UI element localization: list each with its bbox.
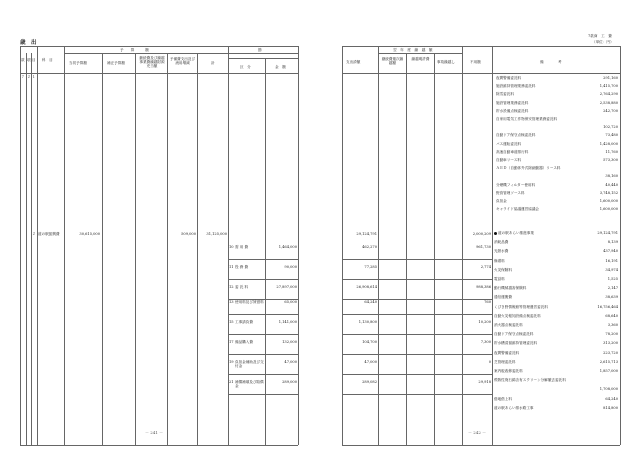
section-title: 歳 出 [20, 40, 37, 46]
note-text [494, 295, 512, 299]
note-label: 飛散性廃石綿含有スクリーン分解撤去委託料 [494, 378, 566, 383]
note-amount: 2,764,290 [599, 92, 618, 97]
right-row-line [342, 279, 492, 280]
note-amount: 16,756,464 [597, 304, 618, 309]
shishutsu-value: 26,908,614 [356, 285, 377, 289]
note-text [494, 240, 508, 244]
note-text [494, 397, 512, 401]
item-yobi: 509,000 [181, 232, 196, 236]
note-amount: 437,940 [603, 249, 618, 254]
header-tousho: 当初予算額 [69, 61, 87, 65]
right-row-line [342, 374, 492, 375]
note-amount: 34,974 [605, 267, 618, 272]
fuyou-value: 0 [488, 360, 491, 364]
shishutsu-value: 77,285 [364, 265, 377, 269]
setsu-name: 役 務 費 [235, 265, 249, 269]
setsu-amount: 1,141,000 [278, 320, 297, 324]
fuyou-value: 29,918 [478, 380, 491, 384]
note-label: 光熱水費 [494, 249, 509, 254]
note-label: 動行機械損害保険料 [494, 286, 527, 291]
setsu-amount: 47,000 [284, 360, 297, 364]
setsu-row-line [228, 279, 298, 280]
note-text: 夜間警備委託料 [496, 76, 522, 80]
setsu-no: 21 [229, 380, 234, 384]
note-label: くびき野情報館等管理運営委託料 [494, 304, 548, 309]
right-row-line [342, 354, 492, 355]
setsu-name: 工事請負費 [235, 320, 253, 324]
note-text [494, 231, 534, 235]
note-amount: 68,640 [605, 313, 618, 318]
note-amount: 3,360 [607, 323, 618, 327]
setsu-amount: 289,000 [282, 380, 297, 384]
note-text: 分煙機フィルター使用料 [496, 182, 536, 187]
note-text [494, 268, 512, 272]
note-label: 貯水槽清掃維持管理委託料 [494, 341, 538, 346]
header-fuyou: 不用額 [470, 60, 481, 64]
note-amount: 291,160 [603, 76, 618, 80]
fuyou-value: 961,730 [476, 245, 491, 249]
setsu-no: 15 [229, 320, 234, 324]
fuyou-value: 2,774 [480, 265, 491, 269]
note-amount: 242,700 [603, 108, 618, 113]
note-amount: 1,428,000 [599, 141, 618, 146]
note-text: 自家用電気工作物保安管理業務委託料 [496, 117, 558, 121]
fuyou-value: 2,000,209 [472, 232, 491, 236]
note-amount: 73,480 [605, 133, 618, 138]
shishutsu-value: 47,000 [364, 360, 377, 364]
note-amount: 11,760 [605, 149, 618, 154]
setsu-name: 使用料及び賃借料 [235, 300, 264, 304]
note-amount: 223,720 [603, 350, 618, 355]
fuyou-value: 7,300 [480, 340, 491, 344]
header-yokunendo: 翌 年 度 繰 越 額 [393, 48, 433, 52]
fuyou-value: 10,200 [478, 320, 491, 324]
note-text [494, 323, 523, 327]
note-amount: 3,748,152 [599, 190, 618, 195]
note-text: 除雪委託料 [496, 92, 514, 97]
note-amount: 78,200 [605, 332, 618, 337]
note-label: 消火器点検委託料 [494, 323, 523, 327]
fuyou-value: 988,386 [476, 285, 491, 289]
note-text [494, 369, 523, 373]
note-label: 自動火災報知設備点検委託料 [494, 313, 541, 318]
note-text [494, 360, 516, 364]
note-text: 高速自動車道排行料 [496, 149, 529, 154]
setsu-row-line [228, 394, 298, 395]
right-page-number: － 242 － [468, 430, 487, 435]
shishutsu-value: 29,124,791 [356, 232, 377, 236]
note-amount: 1,708,000 [599, 387, 618, 392]
note-text: 負担金 [496, 199, 507, 203]
setsu-no: 17 [229, 340, 234, 344]
note-amount: 38,160 [605, 174, 618, 179]
header-top-right: 7款商 工 費 [588, 34, 612, 38]
setsu-amount: 1,464,000 [278, 245, 297, 249]
note-text [494, 314, 541, 318]
note-label: 案内板改修委託料 [494, 369, 523, 373]
note-amount: 29,124,791 [597, 231, 618, 235]
header-jiko: 事故繰越し [437, 60, 455, 64]
setsu-name: 備品購入費 [235, 340, 253, 344]
note-text: 野鳥管理ソース料 [496, 190, 525, 195]
setsu-row-line [228, 354, 298, 355]
setsu-no: 12 [229, 285, 234, 289]
note-text [494, 286, 526, 290]
note-label: 借地借上料 [494, 396, 512, 401]
header-keizoku: 継続費逓次繰越額 [381, 57, 404, 65]
setsu-amount: 27,897,000 [276, 285, 297, 289]
note-text: 自動ドア保守点検委託料 [496, 133, 536, 138]
note-text [494, 378, 566, 382]
setsu-amount: 65,000 [284, 300, 297, 304]
note-text: 施設管理業務委託料 [496, 100, 529, 105]
note-amount: 2,147 [607, 286, 618, 291]
note-text [494, 351, 519, 355]
note-text: バス運転委託料 [496, 141, 522, 146]
col-moku: 目 [32, 58, 36, 62]
item-tousho: 30,615,000 [79, 232, 100, 236]
shishutsu-value: 1,130,800 [358, 320, 377, 324]
header-yobihi: 予備費支出及び流用増減 [169, 57, 196, 65]
fuyou-value: 760 [484, 300, 491, 304]
setsu-row-line [228, 374, 298, 375]
right-row-line [342, 334, 492, 335]
note-amount: 8,139 [607, 240, 618, 245]
note-label: 火災保険料 [494, 267, 512, 272]
note-amount: 2,615,713 [599, 359, 618, 364]
bullet-icon [494, 232, 497, 235]
header-shishutsu: 支出済額 [346, 60, 361, 64]
note-amount: 2,538,880 [599, 100, 618, 105]
setsu-no: 13 [229, 300, 234, 304]
right-row-line [342, 394, 492, 395]
code-kan: ７ [21, 75, 25, 79]
note-label: 道の駅あらい排水路工事 [494, 405, 534, 410]
note-amount: 40,440 [605, 182, 618, 187]
note-amount: 102,720 [603, 125, 618, 130]
note-amount: 16,191 [605, 258, 618, 263]
group-setsu: 節 [258, 48, 262, 52]
setsu-name: 委 託 料 [235, 285, 249, 289]
note-amount: 1,600,000 [599, 199, 618, 203]
note-amount: 38,639 [605, 295, 618, 300]
setsu-name: 負担金補助及び交付金 [235, 360, 264, 368]
left-page-number: － 241 － [145, 430, 164, 435]
setsu-name: 補償補填及び賠償金 [235, 380, 264, 388]
right-row-line [342, 314, 492, 315]
note-label: 自動ドア保守点検委託料 [494, 332, 534, 337]
item-total: 31,125,000 [206, 232, 227, 236]
setsu-row-line [228, 314, 298, 315]
setsu-no: 11 [229, 265, 234, 269]
note-text: 施設維持管理業務委託料 [496, 84, 536, 89]
note-text [494, 341, 537, 345]
shishutsu-value: 104,700 [362, 340, 377, 344]
note-amount: 1,415,700 [599, 84, 618, 89]
group-yosan: 予 算 額 [120, 48, 149, 52]
shishutsu-value: 64,240 [364, 300, 377, 304]
note-text [494, 259, 505, 263]
note-label: 道の駅あらい推進事業 [498, 231, 534, 235]
note-amount: 1,525 [607, 277, 618, 281]
setsu-row-line [228, 259, 298, 260]
note-label: 通信運搬費 [494, 295, 512, 300]
note-text: キャライド協議運営協議会 [496, 207, 540, 212]
note-label: 芝管理委託料 [494, 359, 516, 364]
setsu-amount: 90,000 [284, 265, 297, 269]
code-kou: ２ [27, 75, 31, 79]
note-amount: 573,300 [603, 158, 618, 162]
note-label: 電話料 [494, 277, 505, 281]
note-amount: 1,600,000 [599, 207, 618, 212]
header-hosei: 補正予算額 [107, 61, 125, 65]
note-amount: 814,800 [603, 405, 618, 410]
code-moku: １ [32, 75, 36, 79]
shishutsu-value: 462,270 [362, 245, 377, 249]
setsu-name: 需 用 費 [235, 245, 249, 249]
unit-label: （単位：円） [592, 40, 614, 44]
col-kou: 項 [27, 58, 31, 62]
note-text [494, 277, 505, 281]
col-kamoku: 科 目 [42, 58, 53, 62]
setsu-row-line [228, 334, 298, 335]
setsu-no: 19 [229, 360, 234, 364]
note-text: ＡＥＤ（自動体外式除細動器）リース料 [496, 166, 561, 171]
shishutsu-value: 289,082 [362, 380, 377, 384]
note-amount: 1,857,000 [599, 369, 618, 373]
note-text [494, 249, 508, 253]
header-kubun: 区 分 [240, 65, 251, 69]
note-label: 修繕料 [494, 258, 505, 263]
col-kan: 款 [21, 58, 25, 62]
right-row-line [342, 259, 492, 260]
note-amount: 313,200 [603, 341, 618, 346]
header-kingaku: 金 額 [275, 65, 286, 69]
header-zenkoku: 継続費及び繰越事業費繰越財源充当額 [139, 56, 165, 68]
header-kurikoshi: 繰越明許費 [411, 57, 430, 61]
header-biko: 備 考 [540, 60, 562, 64]
item-code: ２ [32, 232, 36, 236]
note-amount: 64,240 [605, 396, 618, 401]
setsu-no: 10 [229, 245, 234, 249]
note-label: 夜間警備委託料 [494, 350, 520, 355]
note-text [494, 305, 548, 309]
header-kei: 計 [211, 61, 215, 65]
note-text: 自動車リース料 [496, 158, 521, 162]
note-text [494, 332, 533, 336]
item-name: 道の駅振興費 [38, 232, 60, 236]
note-text [494, 406, 534, 410]
note-label: 消耗品費 [494, 240, 509, 245]
note-text: 貯水設備点検委託料 [496, 108, 529, 113]
setsu-amount: 132,000 [282, 340, 297, 344]
